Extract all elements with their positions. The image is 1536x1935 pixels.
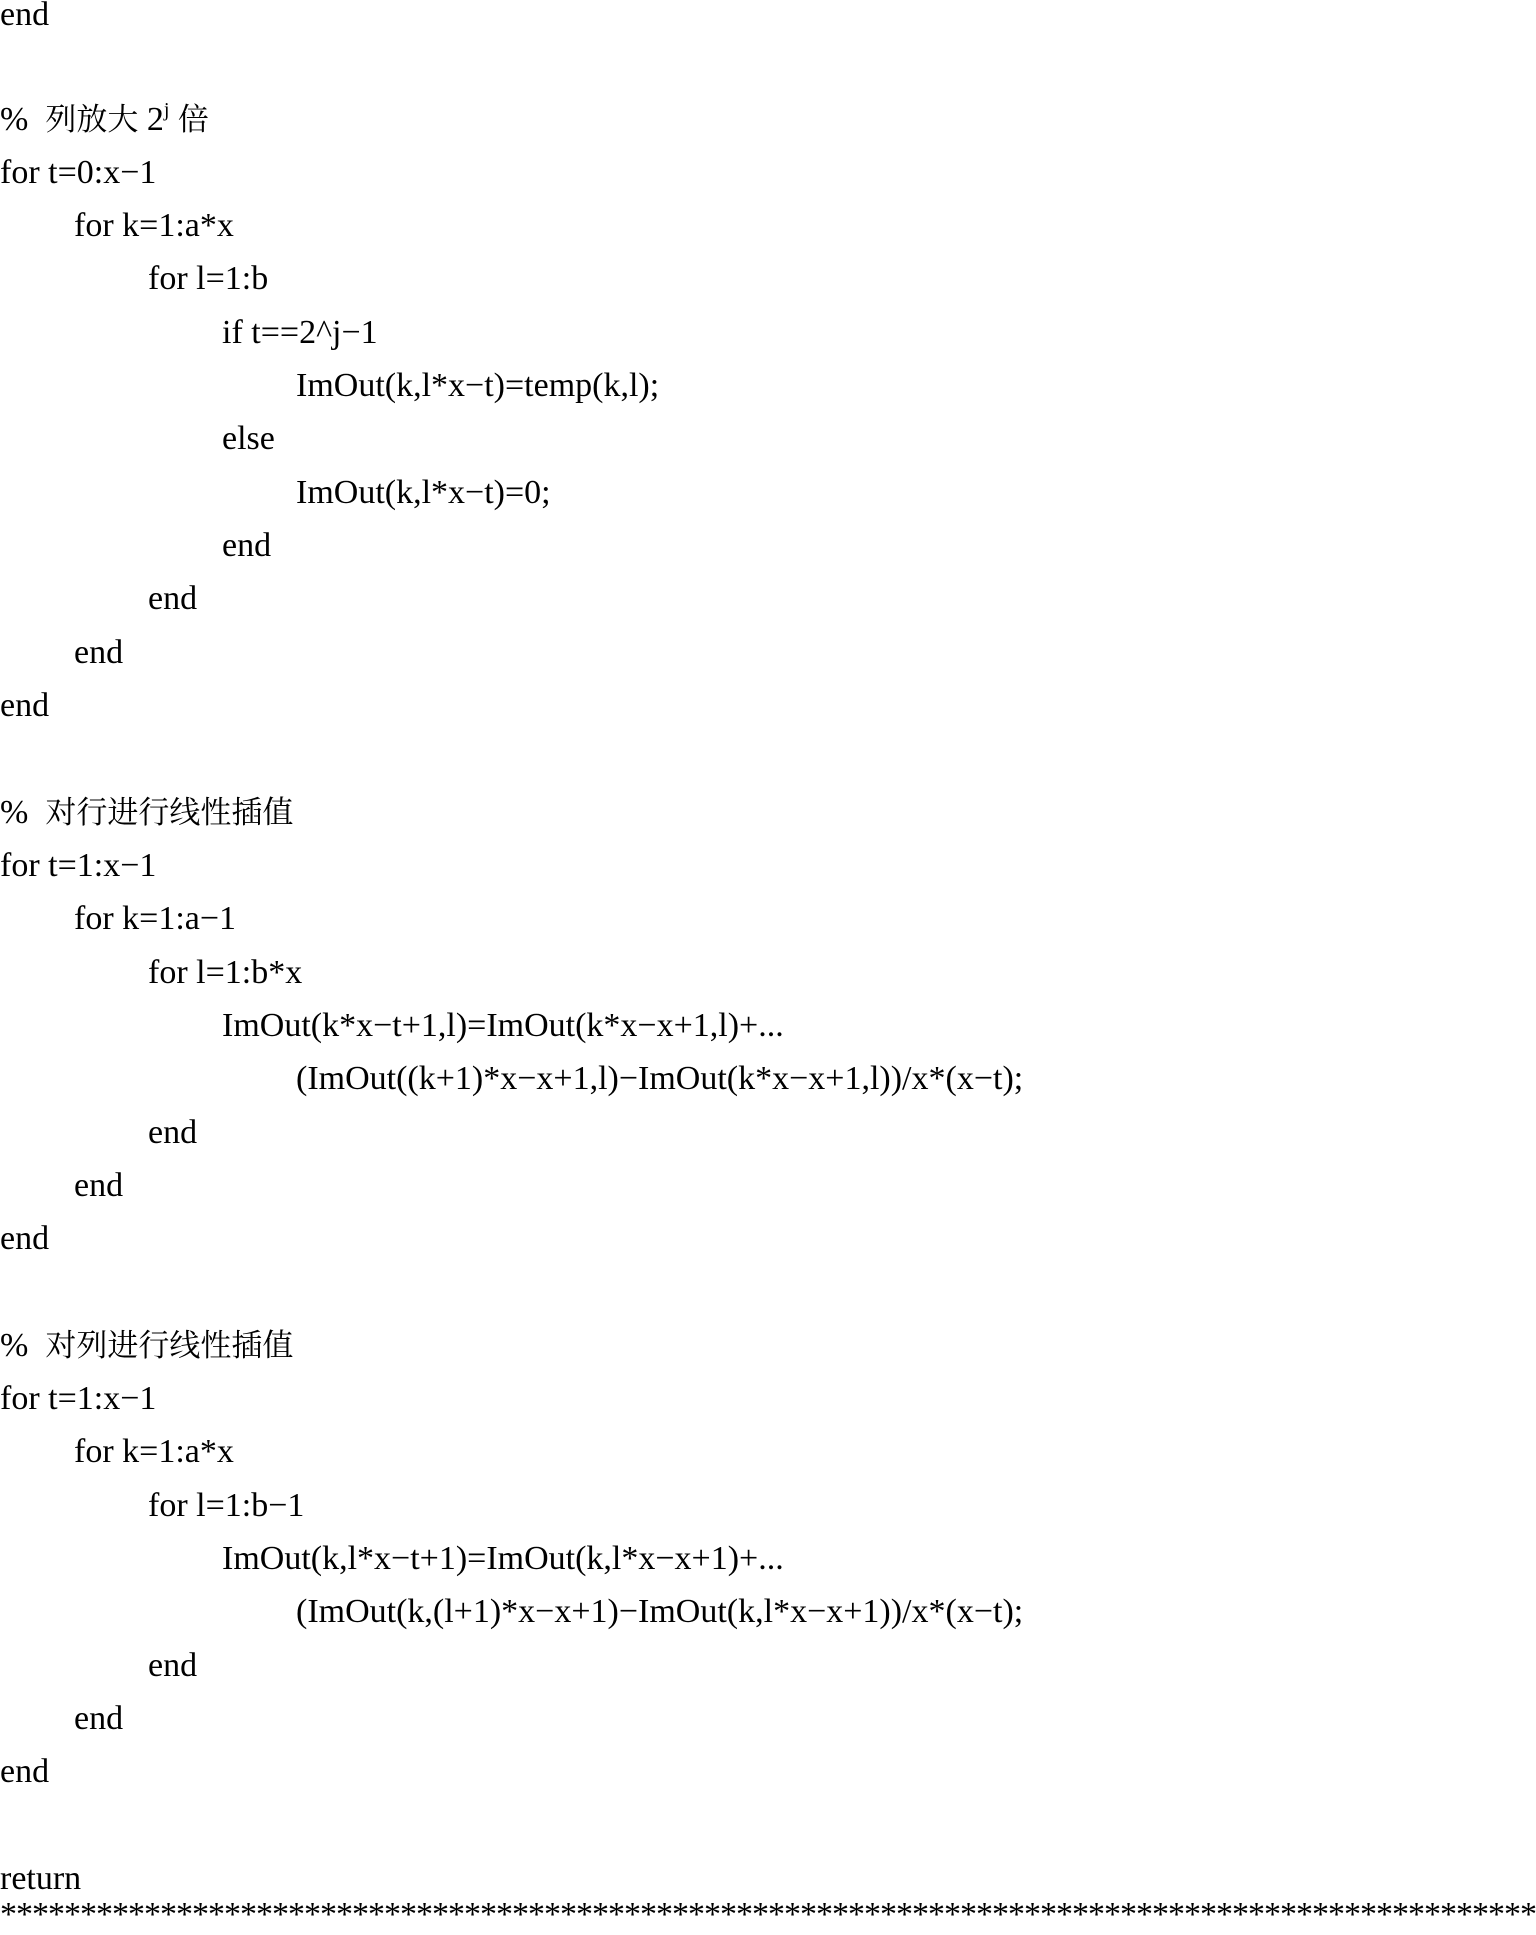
comment-line xyxy=(0,1326,293,1366)
code-line: for t=1:x−1 xyxy=(0,847,157,884)
code-line: for k=1:a*x xyxy=(74,1433,234,1470)
comment-marker: % xyxy=(0,794,29,831)
code-line: end xyxy=(222,527,272,564)
comment-line xyxy=(0,100,209,140)
code-line: end xyxy=(148,580,198,617)
code-line: ImOut(k,l*x−t)=temp(k,l); xyxy=(296,367,660,404)
code-line: for t=1:x−1 xyxy=(0,1380,157,1417)
code-line: end xyxy=(148,1114,198,1151)
comment-text-suffix: 倍 xyxy=(177,102,209,138)
code-line: for l=1:b−1 xyxy=(148,1487,305,1524)
exponent-superscript: j xyxy=(163,99,170,121)
code-line: end xyxy=(74,634,124,671)
code-line: else xyxy=(222,420,275,457)
code-line: end xyxy=(74,1700,124,1737)
comment-marker: % xyxy=(0,101,29,138)
comment-line xyxy=(0,793,293,833)
comment-text: 对列进行线性插值 xyxy=(45,1328,294,1364)
code-line: end xyxy=(0,687,50,724)
code-line: end xyxy=(74,1167,124,1204)
code-line: (ImOut((k+1)*x−x+1,l)−ImOut(k*x−x+1,l))/x*(x−t); xyxy=(296,1060,1024,1097)
code-line: ImOut(k,l*x−t+1)=ImOut(k,l*x−x+1)+... xyxy=(222,1540,784,1577)
comment-marker: % xyxy=(0,1327,29,1364)
code-line: end xyxy=(0,0,50,33)
code-line: ImOut(k,l*x−t)=0; xyxy=(296,474,551,511)
code-line: for t=0:x−1 xyxy=(0,154,157,191)
code-line: end xyxy=(0,1753,50,1790)
code-line: end xyxy=(148,1647,198,1684)
code-line: for l=1:b*x xyxy=(148,954,303,991)
code-line: for l=1:b xyxy=(148,260,269,297)
comment-text: 对行进行线性插值 xyxy=(45,795,294,831)
code-line: ImOut(k*x−t+1,l)=ImOut(k*x−x+1,l)+... xyxy=(222,1007,784,1044)
asterisk-divider: ************************************************************************************************ xyxy=(0,1896,1536,1933)
code-line: (ImOut(k,(l+1)*x−x+1)−ImOut(k,l*x−x+1))/x*(x−t); xyxy=(296,1593,1024,1630)
comment-text: 列放大 xyxy=(45,102,139,138)
code-line-return: return xyxy=(0,1860,82,1897)
exponent-base: 2 xyxy=(146,101,164,138)
code-line: for k=1:a*x xyxy=(74,207,234,244)
code-line: for k=1:a−1 xyxy=(74,900,237,937)
code-line: end xyxy=(0,1220,50,1257)
code-line: if t==2^j−1 xyxy=(222,314,378,351)
